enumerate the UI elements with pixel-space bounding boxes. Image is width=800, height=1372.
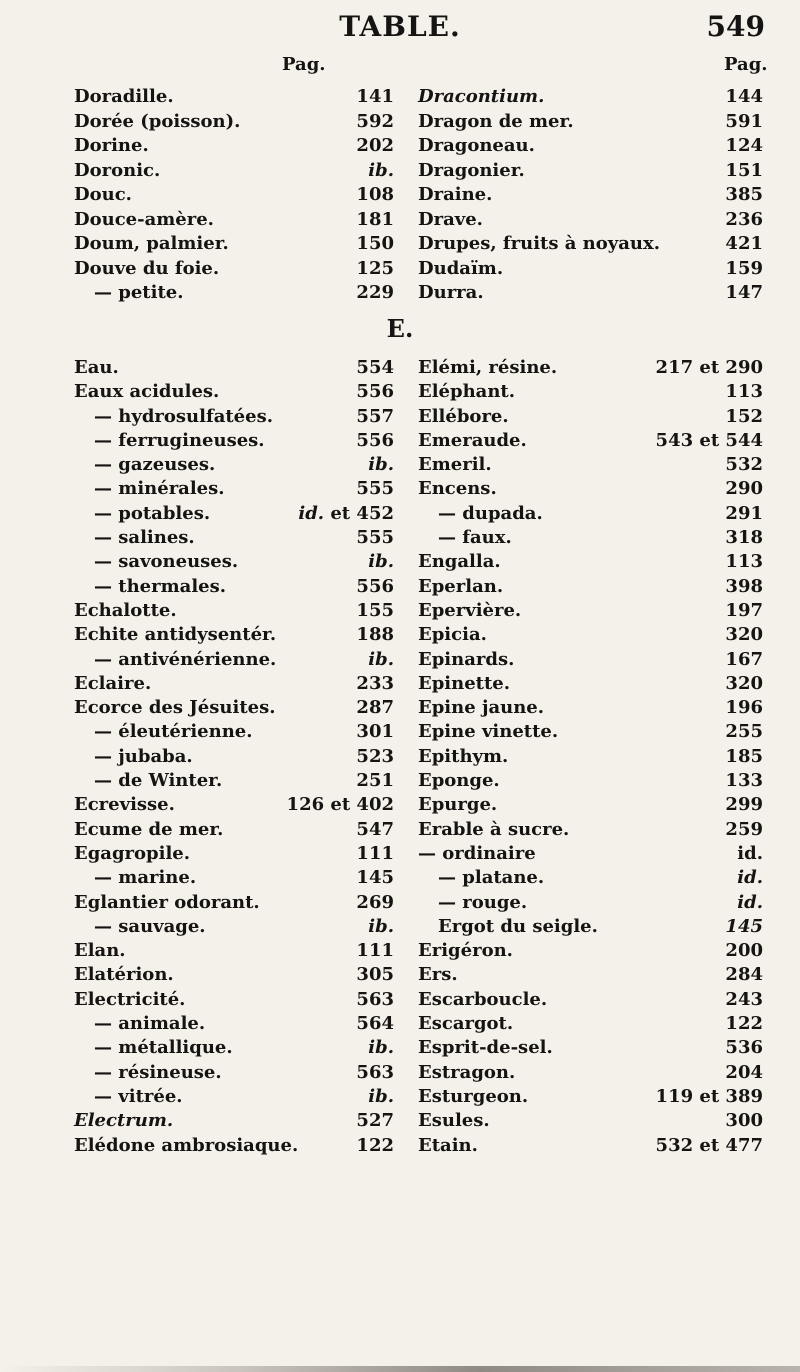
index-entry: Douve du foie. 125 (74, 257, 394, 279)
index-entry: Ellébore. 152 (418, 405, 763, 427)
index-entry: — minérales. 555 (94, 478, 394, 500)
index-entry: — faux. 318 (438, 527, 763, 549)
index-entry: Douc. 108 (74, 184, 394, 205)
d-entries-right-column (418, 85, 763, 306)
index-entry: Dragonier. 151 (418, 159, 763, 181)
index-entry: — ordinaire id. (418, 842, 763, 864)
index-entry: — antivénérienne. ib. (94, 648, 394, 670)
pag-label-right: Pag. (724, 54, 768, 75)
d-entries-left-column (74, 85, 394, 306)
index-entry: Elatérion. 305 (74, 964, 394, 986)
section-letter-e: E. (386, 314, 414, 343)
index-entry: Elédone ambrosiaque. 122 (74, 1134, 394, 1156)
index-entry: Epervière. 197 (418, 599, 763, 621)
page-number: 549 (706, 10, 765, 43)
index-entry: — thermales. 556 (94, 575, 394, 597)
index-entry: — de Winter. 251 (94, 770, 394, 792)
index-entry: Erigéron. 200 (418, 940, 763, 962)
index-entry: Epicia. 320 (418, 624, 763, 646)
index-entry: Dragoneau. 124 (418, 135, 763, 156)
index-entry: Ers. 284 (418, 964, 763, 986)
index-entry: Ecume de mer. 547 (74, 818, 394, 840)
index-entry: Eau. 554 (74, 357, 394, 378)
index-entry: Epinette. 320 (418, 672, 763, 694)
index-entry: Esprit-de-sel. 536 (418, 1037, 763, 1059)
running-head-title: TABLE. (339, 10, 461, 43)
index-entry: — éleutérienne. 301 (94, 721, 394, 743)
index-entry: — savoneuses. ib. (94, 551, 394, 573)
index-entry: — dupada. 291 (438, 502, 763, 524)
index-entry: Doum, palmier. 150 (74, 233, 394, 254)
index-entry: Ecrevisse. 126 et 402 (74, 794, 394, 816)
index-entry: Dorée (poisson). 592 (74, 110, 394, 132)
index-entry: Epinards. 167 (418, 648, 763, 670)
index-entry: Eléphant. 113 (418, 381, 763, 403)
index-entry: — animale. 564 (94, 1013, 394, 1035)
index-entry: Escarboucle. 243 (418, 988, 763, 1010)
index-entry: Electrum. 527 (74, 1110, 394, 1132)
index-entry: Escargot. 122 (418, 1013, 763, 1035)
index-entry: — jubaba. 523 (94, 745, 394, 767)
index-entry: Draine. 385 (418, 184, 763, 205)
index-entry: Drupes, fruits à noyaux. 421 (418, 233, 763, 254)
index-entry: Emeraude. 543 et 544 (418, 429, 763, 451)
index-entry: Dorine. 202 (74, 135, 394, 156)
index-entry: Eaux acidules. 556 (74, 381, 394, 403)
index-entry: — platane. id. (438, 867, 763, 889)
index-entry: Emeril. 532 (418, 454, 763, 476)
index-entry: Dragon de mer. 591 (418, 110, 763, 132)
index-entry: Electricité. 563 (74, 988, 394, 1010)
e-entries-left-column (74, 356, 394, 1158)
id-abbrev: id. (298, 502, 325, 524)
index-entry: Ergot du seigle. 145 (438, 915, 763, 937)
index-entry: Erable à sucre. 259 (418, 818, 763, 840)
e-entries-right-column (418, 356, 763, 1158)
index-entry: Eglantier odorant. 269 (74, 891, 394, 913)
index-entry: Estragon. 204 (418, 1061, 763, 1083)
index-entry: — sauvage. ib. (94, 915, 394, 937)
index-entry: Eclaire. 233 (74, 672, 394, 694)
index-entry: — ferrugineuses. 556 (94, 429, 394, 451)
index-entry: — potables. id. et 452 (94, 502, 394, 524)
index-entry: Epurge. 299 (418, 794, 763, 816)
page-edge-shadow (0, 1366, 800, 1372)
index-entry: Ecorce des Jésuites. 287 (74, 697, 394, 719)
index-entry: — marine. 145 (94, 867, 394, 889)
index-entry: Epithym. 185 (418, 745, 763, 767)
index-entry: Doradille. 141 (74, 86, 394, 107)
index-entry: Echite antidysentér. 188 (74, 624, 394, 646)
index-entry: Elémi, résine. 217 et 290 (418, 357, 763, 378)
index-entry: Etain. 532 et 477 (418, 1134, 763, 1156)
index-entry: Eperlan. 398 (418, 575, 763, 597)
index-entry: Engalla. 113 (418, 551, 763, 573)
index-entry: Eponge. 133 (418, 770, 763, 792)
index-entry: — vitrée. ib. (94, 1085, 394, 1107)
index-entry: Dracontium. 144 (418, 86, 763, 107)
index-entry: Encens. 290 (418, 478, 763, 500)
index-entry: Drave. 236 (418, 208, 763, 230)
index-entry: Dudaïm. 159 (418, 257, 763, 279)
index-entry: Egagropile. 111 (74, 842, 394, 864)
index-entry: — gazeuses. ib. (94, 454, 394, 476)
index-entry: — petite. 229 (94, 282, 394, 303)
index-entry: Epine vinette. 255 (418, 721, 763, 743)
index-entry: Epine jaune. 196 (418, 697, 763, 719)
index-entry: Elan. 111 (74, 940, 394, 962)
index-entry: Durra. 147 (418, 282, 763, 303)
index-entry: — rouge. id. (438, 891, 763, 913)
index-entry: Esturgeon. 119 et 389 (418, 1085, 763, 1107)
index-entry: Douce-amère. 181 (74, 208, 394, 230)
index-entry: — métallique. ib. (94, 1037, 394, 1059)
pag-label-left: Pag. (282, 54, 326, 75)
index-entry: Echalotte. 155 (74, 599, 394, 621)
index-entry: Esules. 300 (418, 1110, 763, 1132)
index-entry: Doronic. ib. (74, 159, 394, 181)
index-entry: — résineuse. 563 (94, 1061, 394, 1083)
index-entry: — salines. 555 (94, 527, 394, 549)
index-entry: — hydrosulfatées. 557 (94, 405, 394, 427)
